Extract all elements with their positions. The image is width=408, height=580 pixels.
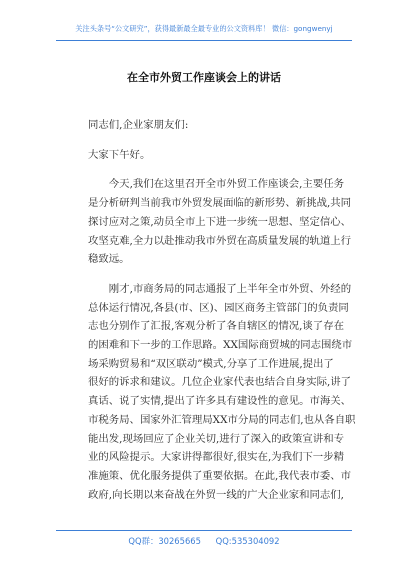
greeting: 大家下午好。 bbox=[88, 148, 151, 161]
paragraph-line: 志也分别作了汇报,客观分析了各自辖区的情况,谈了存在 bbox=[88, 320, 344, 333]
paragraph-1 bbox=[88, 175, 352, 269]
paragraph-line: 很好的诉求和建议。几位企业家代表也结合自身实际,讲了 bbox=[88, 376, 352, 389]
footer-divider bbox=[56, 530, 352, 531]
document-title: 在全市外贸工作座谈会上的讲话 bbox=[127, 71, 281, 84]
paragraph-line: 业的风险提示。大家讲得都很好,很实在,为我们下一步精 bbox=[88, 451, 344, 464]
paragraph-line: 是分析研判当前我市外贸发展面临的新形势、新挑战,共同 bbox=[88, 197, 352, 210]
paragraph-2 bbox=[88, 280, 356, 504]
qq-group-number: QQ群：30265665 bbox=[128, 536, 201, 546]
qq-number: QQ:535304092 bbox=[215, 536, 280, 546]
paragraph-line: 准施策、优化服务提供了重要依据。在此,我代表市委、市 bbox=[88, 469, 352, 482]
paragraph-line: 的困难和下一步的工作思路。XX国际商贸城的同志围绕市 bbox=[88, 339, 353, 352]
paragraph-line: 探讨应对之策,动员全市上下进一步统一思想、坚定信心、 bbox=[88, 215, 352, 228]
header-divider bbox=[56, 40, 352, 41]
salutation: 同志们,企业家朋友们: bbox=[88, 119, 189, 131]
paragraph-line: 市税务局、国家外汇管理局XX市分局的同志们,也从各自职 bbox=[88, 413, 356, 426]
paragraph-line: 刚才,市商务局的同志通报了上半年全市外贸、外经的 bbox=[108, 282, 352, 295]
footer-contact bbox=[0, 535, 408, 547]
paragraph-line: 今天,我们在这里召开全市外贸工作座谈会,主要任务 bbox=[108, 178, 344, 191]
paragraph-line: 能出发,现场回应了企业关切,进行了深入的政策宣讲和专 bbox=[88, 432, 344, 445]
header-banner: 关注头条号“公文研究”，获得最新最全最专业的公文资料库！ 微信：gongwenyj bbox=[75, 24, 333, 33]
paragraph-line: 攻坚克难,全力以赴推动我市外贸在高质量发展的轨道上行 bbox=[88, 234, 352, 247]
paragraph-line: 稳致远。 bbox=[88, 253, 130, 266]
paragraph-line: 政府,向长期以来奋战在外贸一线的广大企业家和同志们, bbox=[88, 488, 344, 501]
paragraph-line: 场采购贸易和“双区联动”模式,分享了工作进展,提出了 bbox=[88, 357, 334, 370]
paragraph-line: 总体运行情况,各县(市、区)、园区商务主管部门的负责同 bbox=[88, 301, 349, 314]
document-body bbox=[88, 116, 356, 504]
paragraph-line: 真话、说了实情,提出了许多具有建设性的意见。市海关、 bbox=[88, 395, 352, 408]
